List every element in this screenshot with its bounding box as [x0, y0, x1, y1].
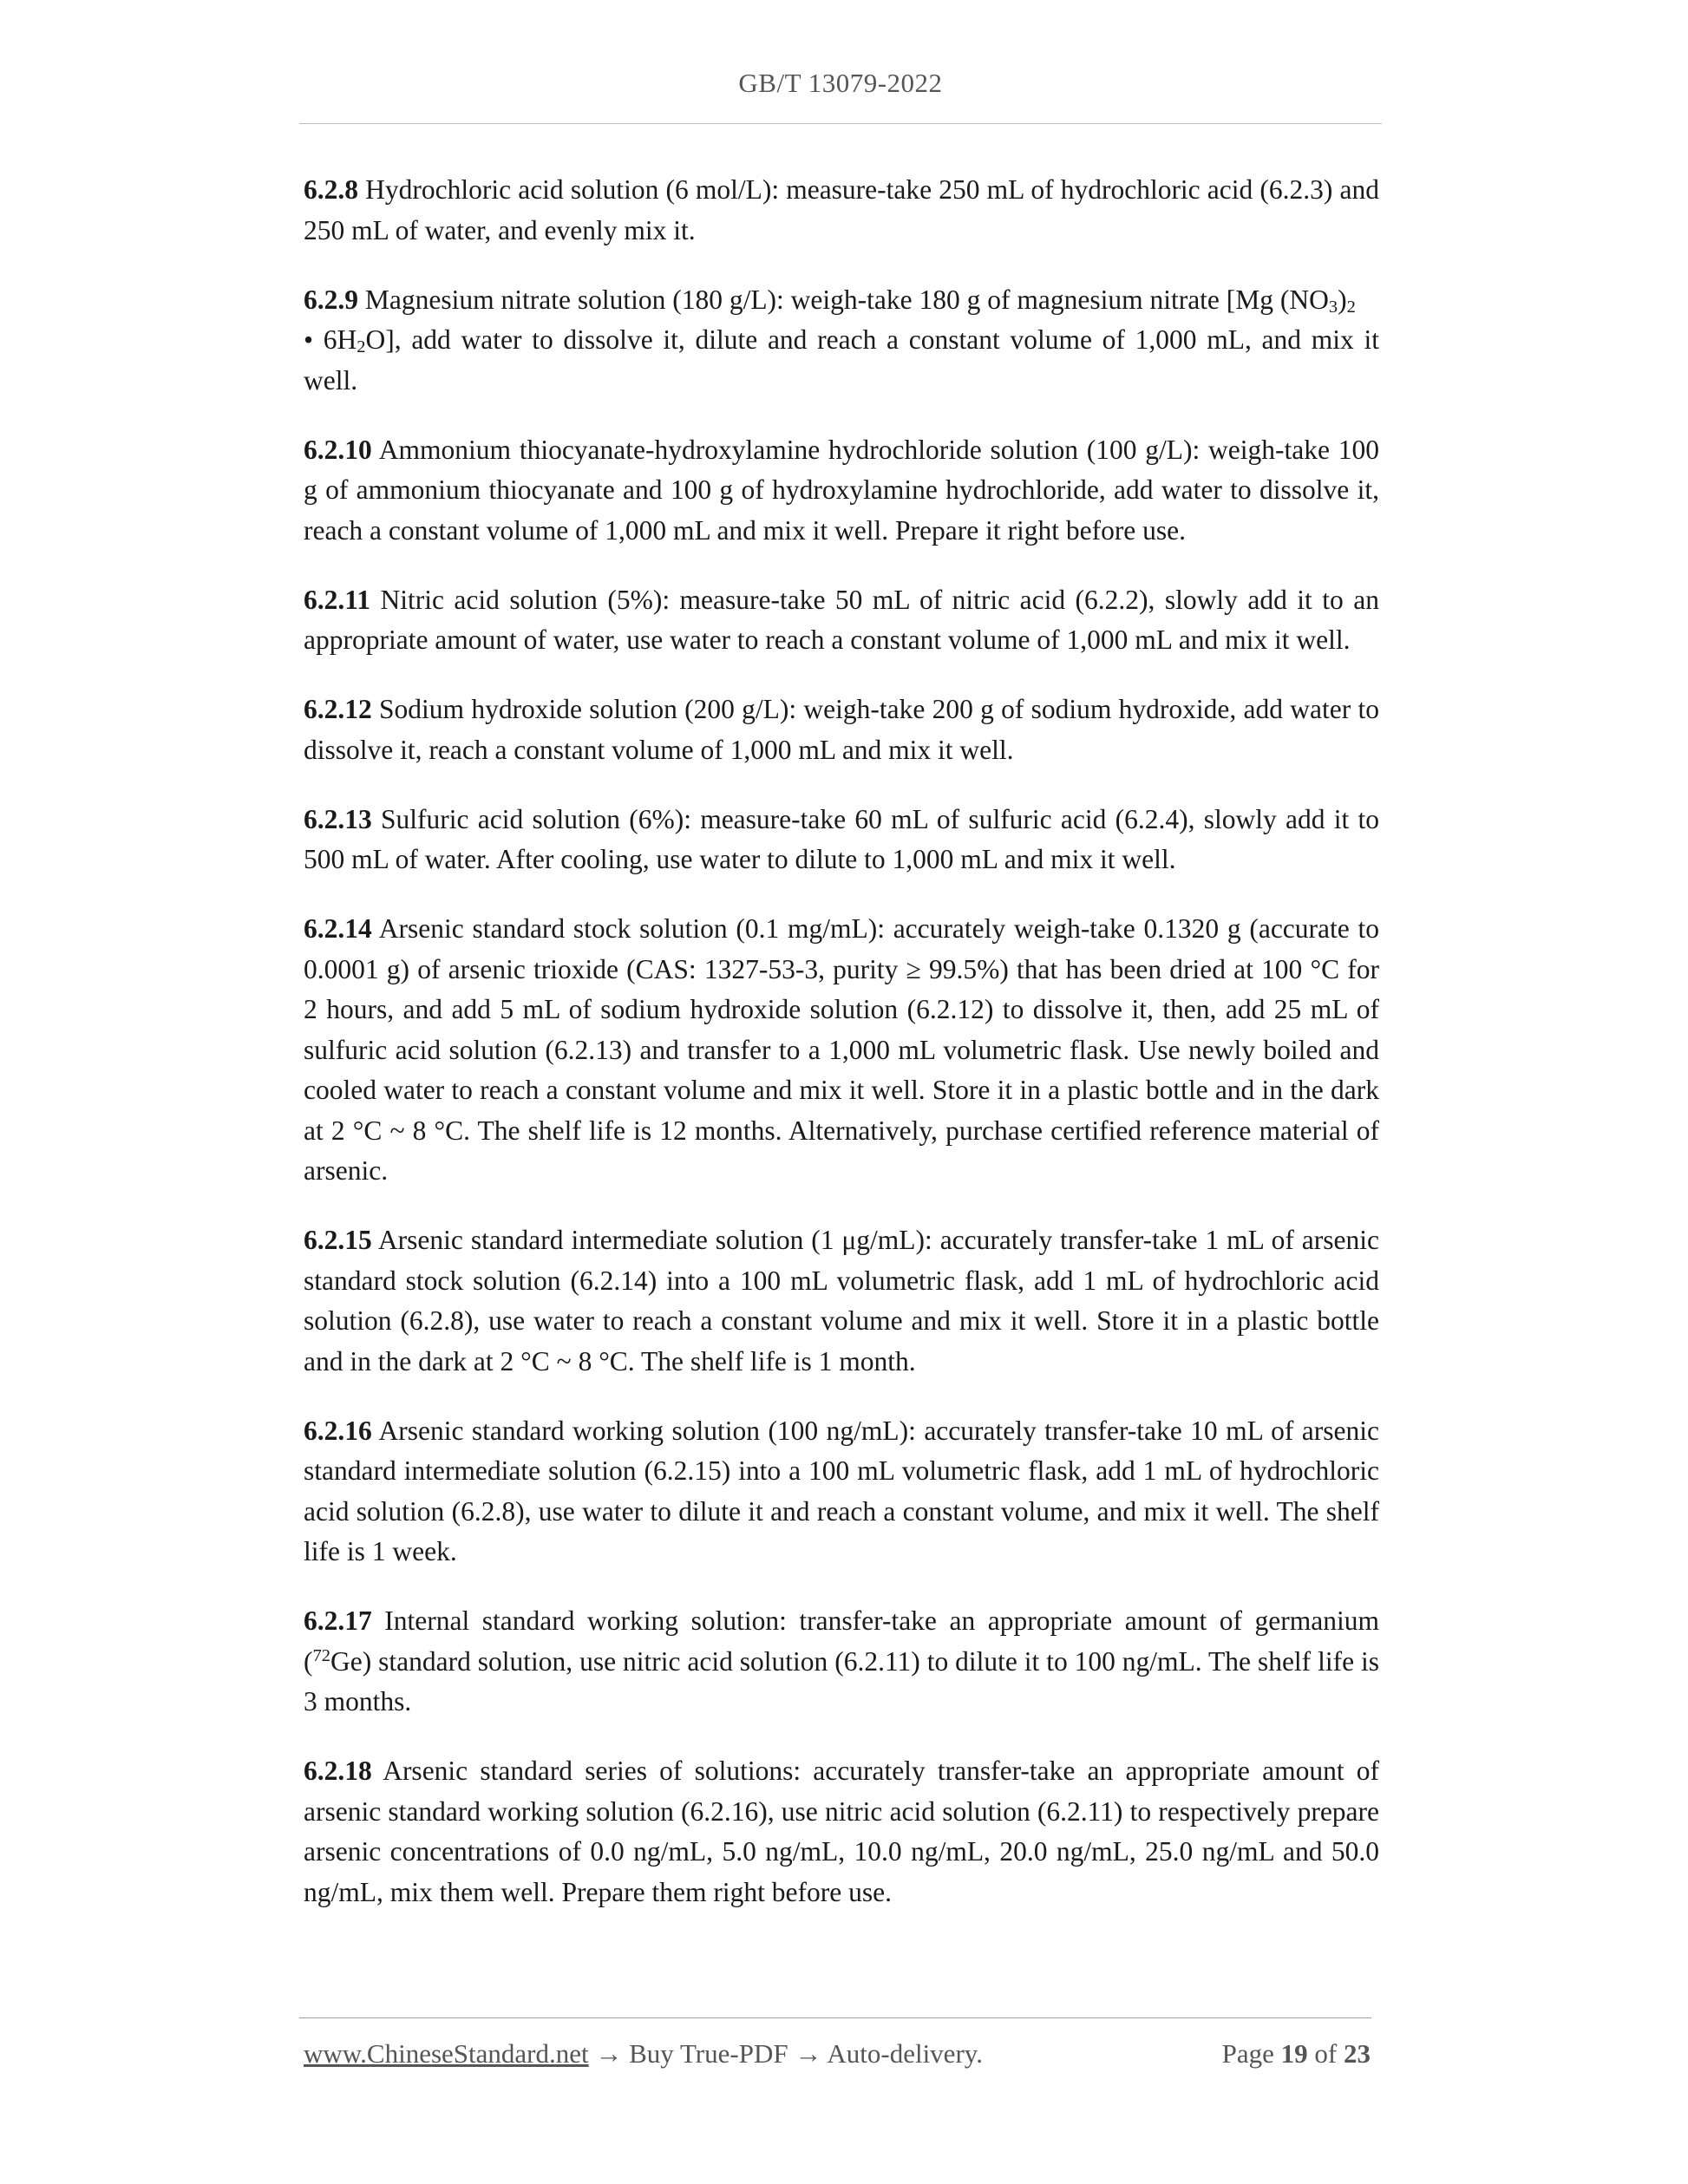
subscript: 2	[1346, 297, 1356, 317]
footer-divider	[299, 2017, 1371, 2018]
footer-promo	[304, 2038, 983, 2070]
page-label: Page	[1221, 2038, 1281, 2069]
clause-text: )	[1338, 284, 1347, 315]
page-body	[304, 170, 1379, 1942]
clause-number: 6.2.12	[304, 694, 372, 724]
clause-number: 6.2.8	[304, 174, 358, 205]
clause-6-2-16	[304, 1411, 1379, 1573]
clause-text: O], add water to dissolve it, dilute and reach a constant volume of 1,000 mL, and mix it well.	[304, 324, 1379, 396]
clause-number: 6.2.11	[304, 584, 371, 615]
clause-text: Ge) standard solution, use nitric acid solution (6.2.11) to dilute it to 100 ng/mL. The shelf life is 3 months.	[304, 1645, 1379, 1716]
clause-6-2-15	[304, 1220, 1379, 1382]
footer-promo-text: → Buy True-PDF → Auto-delivery.	[588, 2038, 983, 2069]
clause-text: Ammonium thiocyanate-hydroxylamine hydrochloride solution (100 g/L): weigh-take 100 g of ammonium thiocyanate and 100 g of hydroxylamine hydrochloride, add water to dissolve it, reach a constant volume of 1,000 mL and mix it well. Prepare it right before use.	[304, 434, 1379, 546]
clause-text: Arsenic standard intermediate solution (1 μg/mL): accurately transfer-take 1 mL of arsenic standard stock solution (6.2.14) into a 100 mL volumetric flask, add 1 mL of hydrochloric acid solution (6.2.8), use water to reach a constant volume and mix it well. Store it in a plastic bottle and in the dark at 2 °C ~ 8 °C. The shelf life is 1 month.	[304, 1225, 1379, 1376]
header-divider	[299, 123, 1382, 124]
subscript: 3	[1328, 297, 1338, 317]
clause-text: Internal standard working solution: transfer-take an appropriate amount of germanium (	[304, 1605, 1379, 1677]
clause-6-2-8	[304, 170, 1379, 251]
current-page: 19	[1280, 2038, 1308, 2069]
clause-text: Sulfuric acid solution (6%): measure-take 60 mL of sulfuric acid (6.2.4), slowly add it to 500 mL of water. After cooling, use water to dilute to 1,000 mL and mix it well.	[304, 803, 1379, 874]
superscript: 72	[312, 1645, 330, 1665]
clause-6-2-9	[304, 280, 1379, 402]
clause-text: Magnesium nitrate solution (180 g/L): weigh-take 180 g of magnesium nitrate [Mg (NO	[358, 284, 1329, 315]
subscript: 2	[357, 337, 366, 357]
clause-6-2-18	[304, 1751, 1379, 1913]
clause-number: 6.2.13	[304, 803, 372, 834]
clause-number: 6.2.18	[304, 1756, 372, 1786]
clause-6-2-17	[304, 1601, 1379, 1723]
page-number	[1222, 2038, 1371, 2070]
clause-number: 6.2.14	[304, 913, 372, 944]
clause-text: Arsenic standard series of solutions: accurately transfer-take an appropriate amount of arsenic standard working solution (6.2.16), use nitric acid solution (6.2.11) to respectively prepare arsenic concentrations of 0.0 ng/mL, 5.0 ng/mL, 10.0 ng/mL, 20.0 ng/mL, 25.0 ng/mL and 50.0 ng/mL, mix them well. Prepare them right before use.	[304, 1756, 1379, 1907]
clause-number: 6.2.17	[304, 1605, 372, 1636]
document-header: GB/T 13079-2022	[738, 68, 943, 98]
clause-number: 6.2.10	[304, 434, 372, 465]
total-pages: 23	[1344, 2038, 1371, 2069]
clause-6-2-11	[304, 580, 1379, 661]
clause-number: 6.2.9	[304, 284, 358, 315]
clause-text: Hydrochloric acid solution (6 mol/L): measure-take 250 mL of hydrochloric acid (6.2.3) and 250 mL of water, and evenly mix it.	[304, 174, 1379, 245]
website-link[interactable]: www.ChineseStandard.net	[304, 2038, 589, 2069]
clause-number: 6.2.15	[304, 1225, 372, 1255]
clause-text: Arsenic standard working solution (100 ng/mL): accurately transfer-take 10 mL of arsenic standard intermediate solution (6.2.15) into a 100 mL volumetric flask, add 1 mL of hydrochloric acid solution (6.2.8), use water to dilute it and reach a constant volume, and mix it well. The shelf life is 1 week.	[304, 1415, 1379, 1566]
clause-text: Nitric acid solution (5%): measure-take 50 mL of nitric acid (6.2.2), slowly add it to an appropriate amount of water, use water to reach a constant volume of 1,000 mL and mix it well.	[304, 584, 1379, 655]
clause-6-2-14	[304, 909, 1379, 1192]
clause-6-2-12	[304, 690, 1379, 770]
clause-number: 6.2.16	[304, 1415, 372, 1446]
page-of-label: of	[1307, 2038, 1344, 2069]
clause-6-2-13	[304, 800, 1379, 880]
clause-6-2-10	[304, 430, 1379, 552]
clause-text: Arsenic standard stock solution (0.1 mg/mL): accurately weigh-take 0.1320 g (accurate to 0.0001 g) of arsenic trioxide (CAS: 1327-53-3, purity ≥ 99.5%) that has been dried at 100 °C for 2 hours, and add 5 mL of sodium hydroxide solution (6.2.12) to dissolve it, then, add 25 mL of sulfuric acid solution (6.2.13) and transfer to a 1,000 mL volumetric flask. Use newly boiled and cooled water to reach a constant volume and mix it well. Store it in a plastic bottle and in the dark at 2 °C ~ 8 °C. The shelf life is 12 months. Alternatively, purchase certified reference material of arsenic.	[304, 913, 1379, 1186]
clause-text: Sodium hydroxide solution (200 g/L): weigh-take 200 g of sodium hydroxide, add water to dissolve it, reach a constant volume of 1,000 mL and mix it well.	[304, 694, 1379, 765]
clause-text: • 6H	[304, 324, 357, 355]
